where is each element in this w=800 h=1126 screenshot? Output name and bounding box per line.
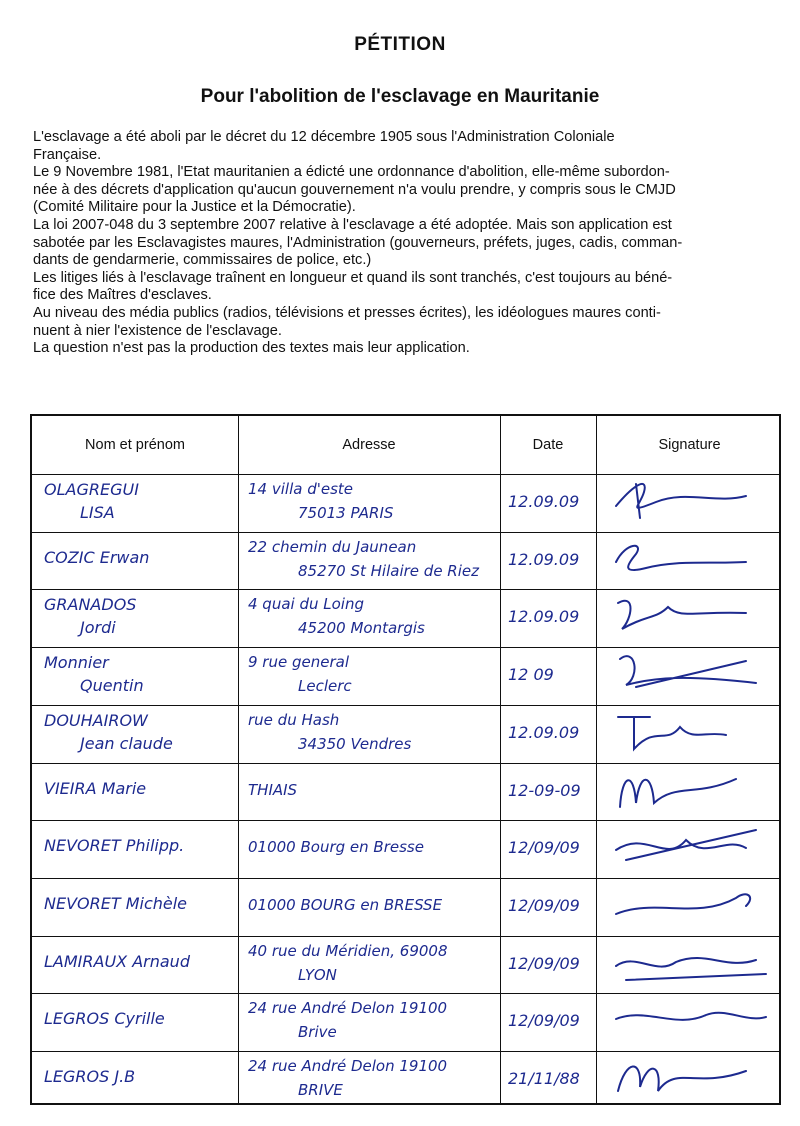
signer-address-line2: LYON [298, 965, 337, 984]
date-cell [500, 705, 596, 763]
signer-address-line1: 01000 BOURG en BRESSE [248, 895, 443, 914]
name-cell [32, 532, 238, 590]
signer-address-line1: 24 rue André Delon 19100 [248, 999, 448, 1018]
address-cell [238, 993, 500, 1051]
signature-date: 12 09 [508, 665, 554, 685]
name-cell [32, 878, 238, 936]
handwritten-signature [596, 993, 783, 1050]
signer-name: NEVORET Philipp. [44, 836, 185, 856]
signature-date: 12.09.09 [508, 492, 580, 511]
handwritten-signature [596, 647, 783, 704]
signer-address-line1: 01000 Bourg en Bresse [248, 838, 424, 857]
intro-line: Les litiges liés à l'esclavage traînent en longueur et quand ils sont tranchés, c'est toujours au béné- [33, 269, 673, 286]
intro-line: (Comité Militaire pour la Justice et la Démocratie). [33, 199, 356, 216]
signature-cell [596, 993, 783, 1051]
date-cell [500, 1051, 596, 1109]
address-cell [238, 878, 500, 936]
name-cell [32, 474, 238, 532]
address-cell [238, 1051, 500, 1109]
handwritten-signature [596, 532, 783, 589]
name-cell [32, 647, 238, 705]
intro-line: dants de gendarmerie, commissaires de police, etc.) [33, 252, 372, 269]
signature-date: 12.09.09 [508, 722, 580, 742]
address-cell [238, 589, 500, 647]
signer-address-line2: BRIVE [298, 1081, 343, 1099]
intro-line: La loi 2007-048 du 3 septembre 2007 relative à l'esclavage a été adoptée. Mais son application est [33, 216, 672, 233]
intro-line: fice des Maîtres d'esclaves. [33, 287, 212, 304]
signer-name: OLAGREGUI [44, 480, 139, 499]
intro-line: L'esclavage a été aboli par le décret du 12 décembre 1905 sous l'Administration Coloniale [33, 129, 615, 145]
header-address: Adresse [342, 437, 396, 453]
signature-date: 12/09/09 [508, 895, 580, 915]
intro-line: sabotée par les Esclavagistes maures, l'Administration (gouverneurs, préfets, juges, cadis, comman- [33, 234, 683, 251]
signer-address-line2: 34350 Vendres [298, 734, 412, 753]
address-cell [238, 936, 500, 994]
intro-line: Française. [33, 146, 102, 163]
signature-cell [596, 532, 783, 590]
header-name: Nom et prénom [85, 437, 185, 453]
signer-name: LAMIRAUX Arnaud [44, 951, 190, 971]
address-cell [238, 820, 500, 878]
handwritten-signature [596, 1051, 783, 1108]
signature-date: 21/11/88 [508, 1069, 580, 1088]
signature-cell [596, 878, 783, 936]
signature-date: 12.09.09 [508, 549, 580, 569]
intro-text [33, 129, 773, 358]
signature-cell [596, 763, 783, 821]
intro-line: nuent à nier l'existence de l'esclavage. [33, 322, 282, 339]
signer-address-line1: 40 rue du Méridien, 69008 [248, 941, 448, 960]
signer-firstname: Jean claude [80, 733, 173, 753]
name-cell [32, 1051, 238, 1109]
signer-address-line1: 22 chemin du Jaunean [248, 537, 417, 556]
handwritten-signature [596, 589, 783, 646]
page-subtitle: Pour l'abolition de l'esclavage en Mauritanie [200, 86, 600, 107]
date-cell [500, 589, 596, 647]
signer-name: DOUHAIROW [44, 710, 148, 730]
name-cell [32, 705, 238, 763]
signer-name: COZIC Erwan [44, 547, 150, 567]
handwritten-signature [596, 474, 783, 531]
signer-address-line1: 4 quai du Loing [248, 595, 364, 614]
date-cell [500, 532, 596, 590]
signer-name: LEGROS J.B [44, 1067, 136, 1086]
name-cell [32, 820, 238, 878]
handwritten-signature [596, 763, 783, 820]
signature-date: 12/09/09 [508, 1011, 580, 1031]
date-cell [500, 820, 596, 878]
handwritten-signature [596, 820, 783, 877]
intro-line: née à des décrets d'application qu'aucun gouvernement n'a voulu prendre, y compris sous le CMJD [33, 181, 676, 198]
signature-cell [596, 589, 783, 647]
signer-name: VIEIRA Marie [44, 778, 147, 798]
signer-address-line2: Brive [298, 1023, 337, 1042]
handwritten-signature [596, 936, 783, 993]
signature-cell [596, 936, 783, 994]
intro-line: La question n'est pas la production des textes mais leur application. [33, 340, 470, 357]
signature-cell [596, 705, 783, 763]
signer-name: NEVORET Michèle [44, 893, 188, 913]
signer-address-line1: THIAIS [248, 780, 298, 799]
name-cell [32, 763, 238, 821]
signer-address-line2: Leclerc [298, 677, 352, 696]
handwritten-signature [596, 705, 783, 762]
signature-table [30, 414, 781, 1105]
signature-cell [596, 820, 783, 878]
signer-address-line2: 75013 PARIS [298, 504, 394, 522]
signer-name: Monnier [44, 653, 109, 673]
signer-address-line1: rue du Hash [248, 710, 340, 729]
signer-firstname: Jordi [80, 618, 116, 638]
signature-date: 12.09.09 [508, 607, 580, 627]
date-cell [500, 936, 596, 994]
address-cell [238, 705, 500, 763]
name-cell [32, 589, 238, 647]
date-cell [500, 878, 596, 936]
signature-cell [596, 474, 783, 532]
header-signature: Signature [658, 437, 721, 453]
date-cell [500, 993, 596, 1051]
signer-address-line1: 9 rue general [248, 653, 349, 672]
address-cell [238, 474, 500, 532]
signer-address-line1: 14 villa d'este [248, 480, 353, 498]
signature-cell [596, 1051, 783, 1109]
signature-date: 12/09/09 [508, 838, 580, 858]
address-cell [238, 647, 500, 705]
name-cell [32, 993, 238, 1051]
signer-name: LEGROS Cyrille [44, 1009, 165, 1029]
signer-address-line2: 85270 St Hilaire de Riez [298, 561, 480, 580]
signer-address-line1: 24 rue André Delon 19100 [248, 1057, 448, 1075]
intro-line: Au niveau des média publics (radios, télévisions et presses écrites), les idéologues maures conti- [33, 304, 661, 321]
address-cell [238, 532, 500, 590]
signature-date: 12-09-09 [508, 780, 581, 800]
date-cell [500, 647, 596, 705]
intro-line: Le 9 Novembre 1981, l'Etat mauritanien a édicté une ordonnance d'abolition, elle-même subordon- [33, 164, 670, 181]
header-date: Date [532, 437, 564, 453]
signer-firstname: LISA [80, 503, 115, 522]
signature-cell [596, 647, 783, 705]
signature-date: 12/09/09 [508, 953, 580, 973]
date-cell [500, 763, 596, 821]
name-cell [32, 936, 238, 994]
signer-address-line2: 45200 Montargis [298, 619, 425, 638]
signer-firstname: Quentin [80, 676, 144, 696]
address-cell [238, 763, 500, 821]
handwritten-signature [596, 878, 783, 935]
signer-name: GRANADOS [44, 595, 137, 615]
date-cell [500, 474, 596, 532]
page-title: PÉTITION [354, 34, 446, 55]
